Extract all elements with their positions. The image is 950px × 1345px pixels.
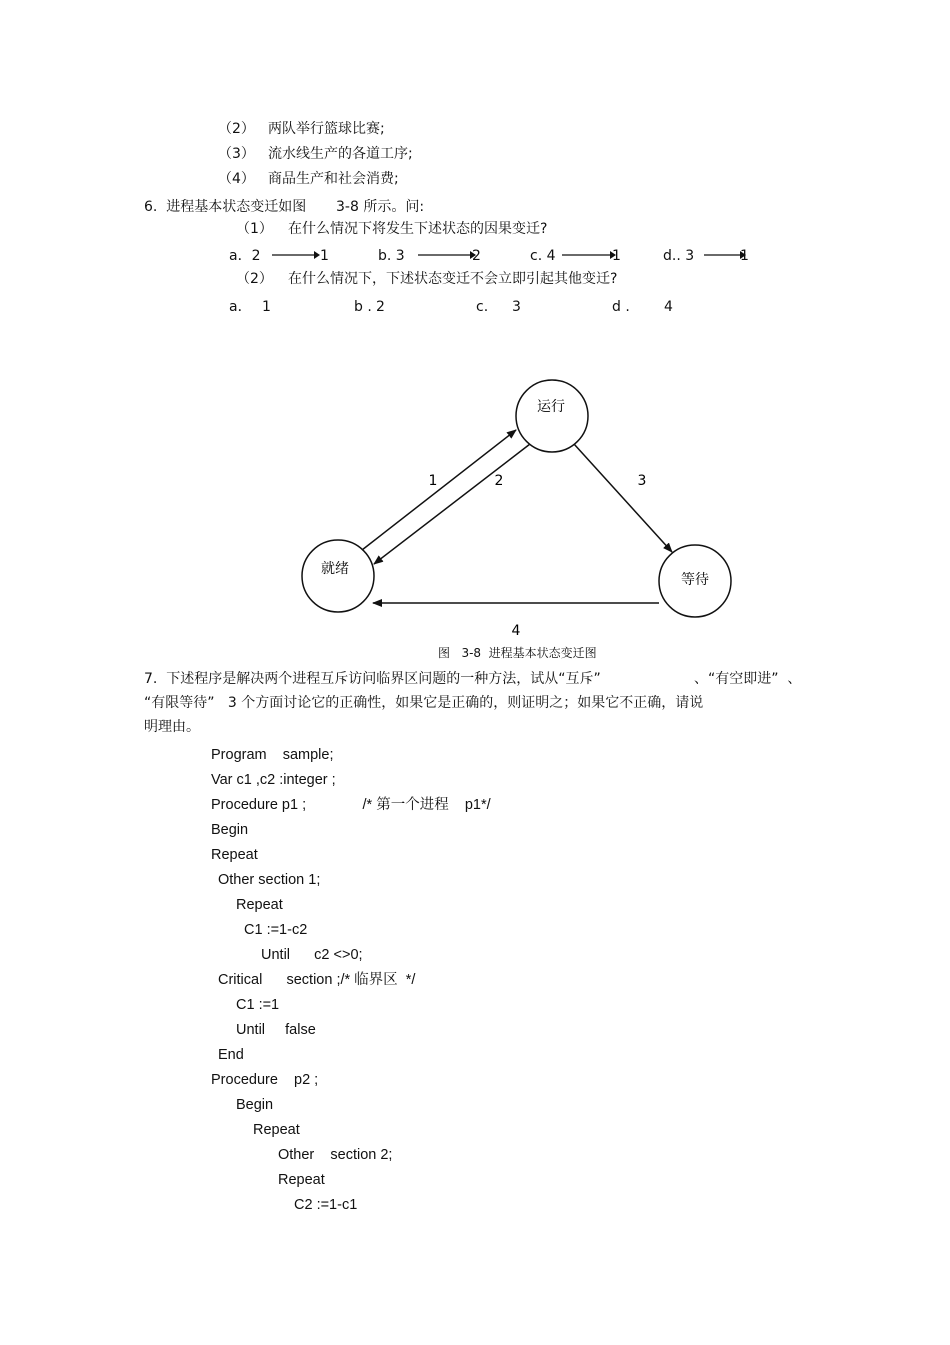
q7-line3: 明理由。 bbox=[144, 719, 200, 735]
option-value: 4 bbox=[664, 299, 673, 315]
transition-target: 1 bbox=[740, 248, 749, 264]
q7-line1: 7. 下述程序是解决两个进程互斥访问临界区问题的一种方法，试从“互斥” bbox=[144, 671, 601, 687]
code-line: Var c1 ,c2 :integer ; bbox=[211, 772, 336, 788]
edge-4-label: 4 bbox=[511, 623, 521, 639]
list-item-num: （3） bbox=[218, 146, 255, 162]
transition-label: c. 4 bbox=[530, 248, 556, 264]
q7-line2: “有限等待” 3 个方面讨论它的正确性，如果它是正确的，则证明之；如果它不正确，请说 bbox=[144, 695, 704, 711]
code-line: Repeat bbox=[236, 897, 283, 913]
code-line: Until c2 <>0; bbox=[261, 947, 363, 963]
transition-label: a．2 bbox=[229, 248, 261, 264]
list-item-text: 商品生产和社会消费; bbox=[268, 171, 399, 187]
transition-arrow bbox=[270, 247, 322, 263]
code-line: Procedure p1 ; /* 第一个进程 p1*/ bbox=[211, 797, 491, 813]
q6-intro: 6. 进程基本状态变迁如图 bbox=[144, 199, 307, 215]
q6-sub1-num: （1） bbox=[236, 221, 273, 237]
code-line: Critical section ;/* 临界区 */ bbox=[218, 972, 416, 988]
code-line: Other section 2; bbox=[278, 1147, 393, 1163]
option-value: 2 bbox=[376, 299, 385, 315]
q6-sub1-text: 在什么情况下将发生下述状态的因果变迁? bbox=[288, 221, 548, 237]
code-line: Repeat bbox=[211, 847, 258, 863]
node-running-label: 运行 bbox=[537, 399, 565, 415]
option-value: 1 bbox=[262, 299, 271, 315]
node-running bbox=[516, 380, 588, 452]
q6-sub2-text: 在什么情况下，下述状态变迁不会立即引起其他变迁? bbox=[288, 271, 618, 287]
code-line: End bbox=[218, 1047, 244, 1063]
code-line: C1 :=1 bbox=[236, 997, 280, 1013]
edge-1-label: 1 bbox=[428, 473, 438, 489]
edge-3-label: 3 bbox=[637, 473, 647, 489]
edge-2-label: 2 bbox=[494, 473, 504, 489]
option-label: a． bbox=[229, 299, 252, 315]
code-line: Other section 1; bbox=[218, 872, 321, 888]
transition-target: 1 bbox=[320, 248, 329, 264]
code-line: Until false bbox=[236, 1022, 316, 1038]
code-line: Repeat bbox=[278, 1172, 325, 1188]
list-item-num: （4） bbox=[218, 171, 255, 187]
list-item-text: 流水线生产的各道工序; bbox=[268, 146, 413, 162]
option-label: d . bbox=[612, 299, 630, 315]
option-value: 3 bbox=[512, 299, 521, 315]
figure-caption: 图 3-8 进程基本状态变迁图 bbox=[438, 646, 597, 660]
state-diagram bbox=[0, 360, 950, 650]
list-item-text: 两队举行篮球比赛; bbox=[268, 121, 385, 137]
code-line: C1 :=1-c2 bbox=[244, 922, 308, 938]
code-line: Begin bbox=[236, 1097, 274, 1113]
transition-target: 2 bbox=[472, 248, 481, 264]
option-label: b . bbox=[354, 299, 372, 315]
q7-line1-tail: 、“有空即进” 、 bbox=[694, 671, 802, 687]
node-waiting-label: 等待 bbox=[681, 572, 709, 588]
node-ready-label: 就绪 bbox=[321, 561, 349, 577]
edge-3-arrow bbox=[574, 444, 672, 552]
list-item-num: （2） bbox=[218, 121, 255, 137]
q6-sub2-num: （2） bbox=[236, 271, 273, 287]
q6-intro-ref: 3-8 所示。问: bbox=[336, 199, 425, 215]
code-line: Program sample; bbox=[211, 747, 334, 763]
code-line: Begin bbox=[211, 822, 249, 838]
code-line: Repeat bbox=[253, 1122, 300, 1138]
transition-label: d.. 3 bbox=[663, 248, 695, 264]
edge-2-arrow bbox=[374, 444, 530, 564]
option-label: c. bbox=[476, 299, 489, 315]
transition-target: 1 bbox=[612, 248, 621, 264]
transition-label: b. 3 bbox=[378, 248, 405, 264]
transition-arrow bbox=[416, 247, 478, 263]
transition-arrow bbox=[560, 247, 618, 263]
edge-1-arrow bbox=[362, 430, 516, 550]
code-line: C2 :=1-c1 bbox=[294, 1197, 358, 1213]
code-line: Procedure p2 ; bbox=[211, 1072, 319, 1088]
